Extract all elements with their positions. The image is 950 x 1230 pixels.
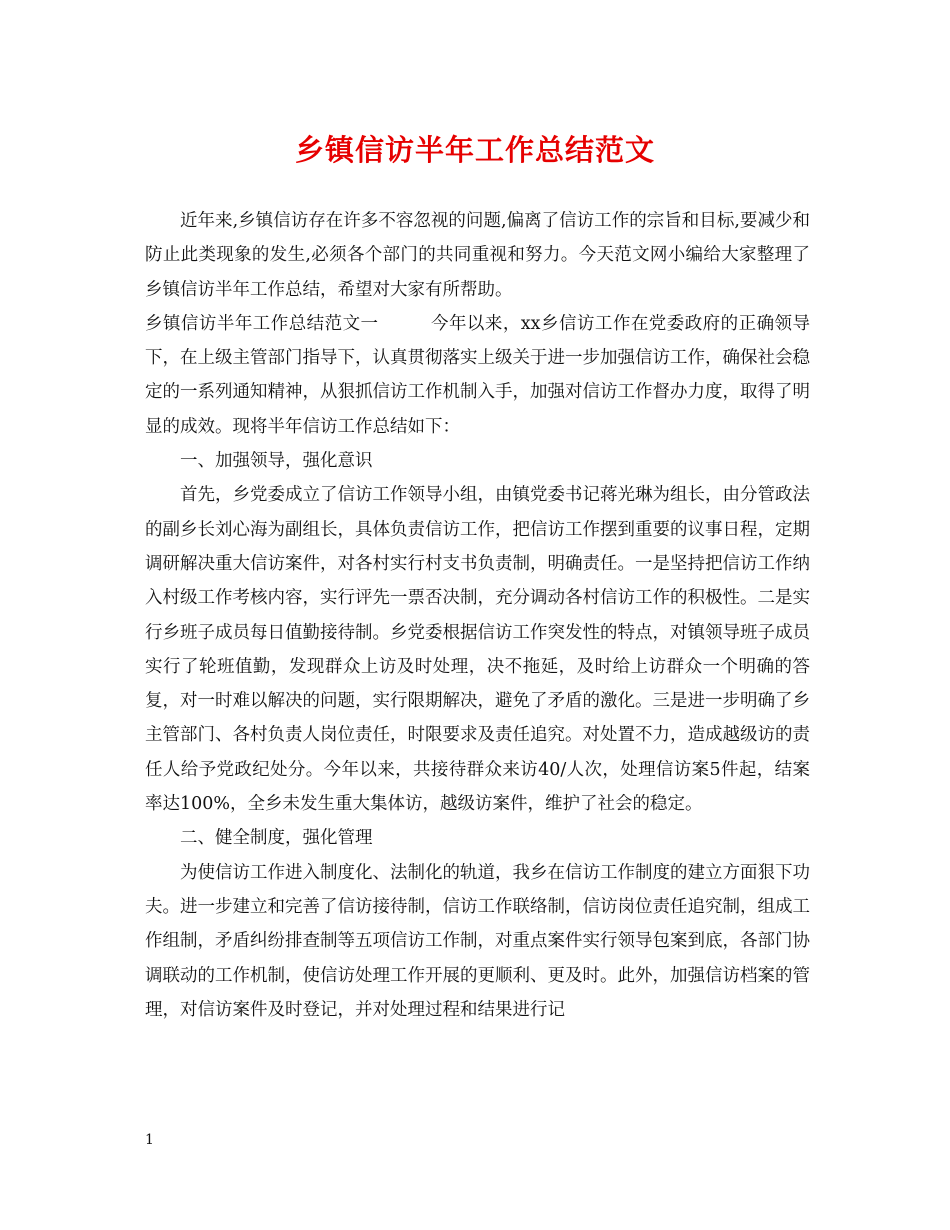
body-paragraph-2: 为使信访工作进入制度化、法制化的轨道，我乡在信访工作制度的建立方面狠下功夫。进一步建立和完善了信访接待制，信访工作联络制，信访岗位责任追究制，组成工作组制，矛盾纠纷排查制等五项信访工作制，对重点案件实行领导包案到底，各部门协调联动的工作机制，使信访处理工作开展的更顺利、更及时。此外，加强信访档案的管理，对信访案件及时登记，并对处理过程和结果进行记	[145, 862, 810, 1020]
section-label: 乡镇信访半年工作总结范文一	[145, 313, 379, 334]
body-paragraph-1: 首先，乡党委成立了信访工作领导小组，由镇党委书记蒋光琳为组长，由分管政法的副乡长刘心海为副组长，具体负责信访工作，把信访工作摆到重要的议事日程，定期调研解决重大信访案件，对各村实行村支书负责制，明确责任。一是坚持把信访工作纳入村级工作考核内容，实行评先一票否决制，充分调动各村信访工作的积极性。二是实行乡班子成员每日值勤接待制。乡党委根据信访工作突发性的特点，对镇领导班子成员实行了轮班值勤，发现群众上访及时处理，决不拖延，及时给上访群众一个明确的答复，对一时难以解决的问题，实行限期解决，避免了矛盾的激化。三是进一步明确了乡主管部门、各村负责人岗位责任，时限要求及责任追究。对处置不力，造成越级访的责任人给予党政纪处分。今年以来，共接待群众来访40/人次，处理信访案5件起，结案率达100%，全乡未发生重大集体访，越级访案件，维护了社会的稳定。	[145, 485, 810, 815]
document-title: 乡镇信访半年工作总结范文	[294, 133, 655, 167]
section-opening-text: 今年以来，xx乡信访工作在党委政府的正确领导下，在上级主管部门指导下，认真贯彻落实上级关于进一步加强信访工作，确保社会稳定的一系列通知精神，从狠抓信访工作机制入手，加强对信访工作督办力度，取得了明显的成效。现将半年信访工作总结如下：	[145, 313, 810, 437]
section-heading-2: 二、健全制度，强化管理	[180, 828, 373, 849]
section-opening-paragraph	[145, 307, 810, 444]
intro-paragraph: 近年来,乡镇信访存在许多不容忽视的问题,偏离了信访工作的宗旨和目标,要减少和防止此类现象的发生,必须各个部门的共同重视和努力。今天范文网小编给大家整理了乡镇信访半年工作总结，希望对大家有所帮助。	[145, 211, 810, 300]
section-heading-1: 一、加强领导，强化意识	[180, 451, 373, 472]
document-body	[145, 204, 810, 1027]
page-number: 1	[145, 1132, 154, 1148]
